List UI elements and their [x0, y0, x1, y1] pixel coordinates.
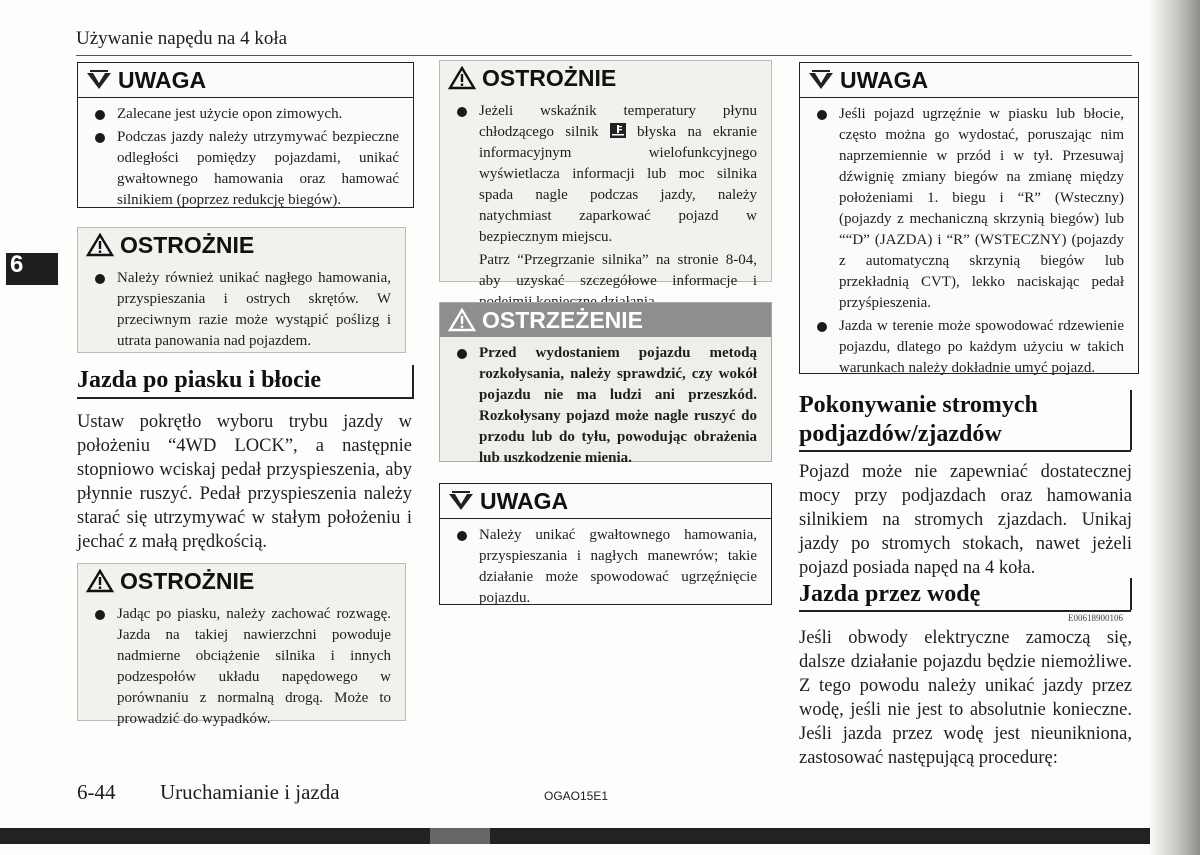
ostroznie-header [440, 61, 771, 95]
uwaga-box-1 [77, 62, 414, 208]
ostroznie-list [90, 268, 391, 352]
warning-triangle-icon [86, 569, 114, 593]
ostroznie-title: OSTROŻNIE [482, 64, 617, 91]
section-heading-steep-slopes: Pokonywanie stromych podjazdów/zjazdów [799, 392, 1038, 447]
uwaga-list [812, 104, 1124, 379]
uwaga-header [78, 63, 413, 98]
ostroznie-title: OSTROŻNIE [120, 231, 255, 258]
list-item: Podczas jazdy należy utrzymywać bezpieczne odległości pomiędzy pojazdami, unikać gwałtownego hamowania oraz hamować silnikiem (poprzez redukcję biegów). [90, 127, 399, 211]
page-header-title: Używanie napędu na 4 koła [76, 28, 288, 49]
ostrzezenie-title: OSTRZEŻENIE [482, 306, 644, 333]
section-heading-sand-mud: Jazda po piasku i błocie [77, 367, 322, 393]
ostroznie-note: Patrz “Przegrzanie silnika” na stronie 8-04, aby uzyskać szczegółowe informacje i [479, 252, 757, 289]
list-item: Należy unikać gwałtownego hamowania, przyspieszania i nagłych manewrów; takie działanie może spowodować ugrzęźnięcie pojazdu. [452, 525, 757, 609]
uwaga-icon [86, 70, 112, 90]
list-item: Należy również unikać nagłego hamowania, przyspieszania i ostrych skrętów. W przeciwnym razie może wystąpić poślizg i utrata panowania nad pojazdem. [90, 268, 391, 352]
ostroznie-box-1 [77, 227, 406, 353]
heading-bar [412, 365, 414, 397]
ostroznie-title: OSTROŻNIE [120, 567, 255, 594]
list-item: Jadąc po piasku, należy zachować rozwagę. Jazda na takiej nawierzchni powoduje nadmierne obciążenie silnika i innych podzespołów układu napędowego w porównaniu z normalną drogą. Może to prowadzić do wypadków. [90, 604, 391, 730]
warning-triangle-icon [86, 233, 114, 257]
page-number: 6-44 [77, 780, 116, 804]
ostroznie-list [90, 604, 391, 730]
item-text: błyska na ekranie informacyjnym wielofunkcyjnego wyświetlacza informacji lub moc silnika spada nagle podczas jazdy, należy natychmiast zaparkować pojazd w bezpiecznym miejscu. [479, 124, 757, 245]
bottom-bar-highlight [430, 828, 490, 844]
ostrzezenie-box [439, 302, 772, 466]
uwaga-header [800, 63, 1138, 98]
header-rule [76, 55, 1132, 56]
ostroznie-header [78, 564, 405, 598]
heading-underline [799, 610, 1131, 612]
section-paragraph: Jeśli obwody elektryczne zamoczą się, dalsze działanie pojazdu będzie niemożliwe. Z tego powodu należy unikać jazdy przez wodę, jeśli nie jest to absolutnie konieczne. Jeśli jazda przez wodę jest nieunikniona, zastosować następującą procedurę: [799, 628, 1132, 768]
list-item: Przed wydostaniem pojazdu metodą rozkołysania, należy sprawdzić, czy wokół pojazdu nie ma ludzi ani przeszkód. Rozkołysany pojazd może nagle ruszyć do przodu lub do tyłu, powodując obrażenia lub uszkodzenie mienia. [452, 343, 757, 469]
chapter-number: 6 [10, 251, 24, 278]
uwaga-box-3 [799, 62, 1139, 374]
ostroznie-box-3 [439, 60, 772, 289]
section-code: E00618900106 [1068, 613, 1123, 623]
uwaga-header [440, 484, 771, 519]
heading-bar [1130, 390, 1132, 450]
list-item: Zalecane jest użycie opon zimowych. [90, 104, 399, 125]
uwaga-title: UWAGA [480, 487, 569, 514]
uwaga-box-2 [439, 483, 772, 605]
uwaga-list [452, 525, 757, 609]
bottom-bar [0, 828, 1150, 844]
uwaga-icon [448, 491, 474, 511]
document-code: OGAO15E1 [544, 789, 609, 803]
ostrzezenie-header [440, 303, 771, 337]
heading-underline [799, 450, 1131, 452]
uwaga-title: UWAGA [118, 66, 207, 93]
ostroznie-header [78, 228, 405, 262]
warning-triangle-icon [448, 66, 476, 90]
ostroznie-list [452, 101, 757, 248]
coolant-temperature-icon [610, 123, 626, 138]
section-heading-water: Jazda przez wodę [799, 581, 981, 607]
heading-bar [1130, 578, 1132, 610]
list-item: Jeśli pojazd ugrzęźnie w piasku lub błocie, często można go wydostać, poruszając nim naprzemiennie w przód i w tył. Przesuwaj dźwignię zmiany biegów na zmianę między położeniami 1. biegu i “R” (Wsteczny) (pojazdy z mechaniczną skrzynią biegów) lub ““D” (JAZDA) i “R” (WSTECZNY) (pojazdy z automatyczną skrzynią biegów lub przekładnią CVT), lekko naciskając pedał przyśpieszenia. [812, 104, 1124, 314]
section-paragraph: Pojazd może nie zapewniać dostatecznej mocy przy podjazdach oraz hamowania silnikiem na stromych zjazdach. Unikaj jazdy po stromych stokach, nawet jeżeli pojazd posiada napęd na 4 koła. [799, 462, 1132, 578]
uwaga-icon [808, 70, 834, 90]
item-text: Jeżeli wskaźnik temperatury płynu chłodzącego silnik [479, 103, 757, 140]
section-paragraph: Ustaw pokrętło wyboru trybu jazdy w położeniu “4WD LOCK”, a następnie stopniowo wciskaj pedał przyspieszenia, aby płynnie ruszyć. Pedał przyspieszenia należy starać się utrzymywać w stałym położeniu i jechać z małą prędkością. [77, 412, 412, 552]
list-item: Jazda w terenie może spowodować rdzewienie pojazdu, dlatego po każdym użyciu w takich warunkach należy dokładnie umyć pojazd. [812, 316, 1124, 379]
uwaga-title: UWAGA [840, 66, 929, 93]
heading-underline [77, 397, 414, 399]
uwaga-list [90, 104, 399, 211]
page-binding-shadow [1148, 0, 1200, 855]
footer-section-name: Uruchamianie i jazda [160, 780, 340, 804]
list-item [452, 101, 757, 248]
warning-triangle-icon [448, 308, 476, 332]
ostrzezenie-list [452, 343, 757, 469]
ostroznie-box-2 [77, 563, 406, 727]
